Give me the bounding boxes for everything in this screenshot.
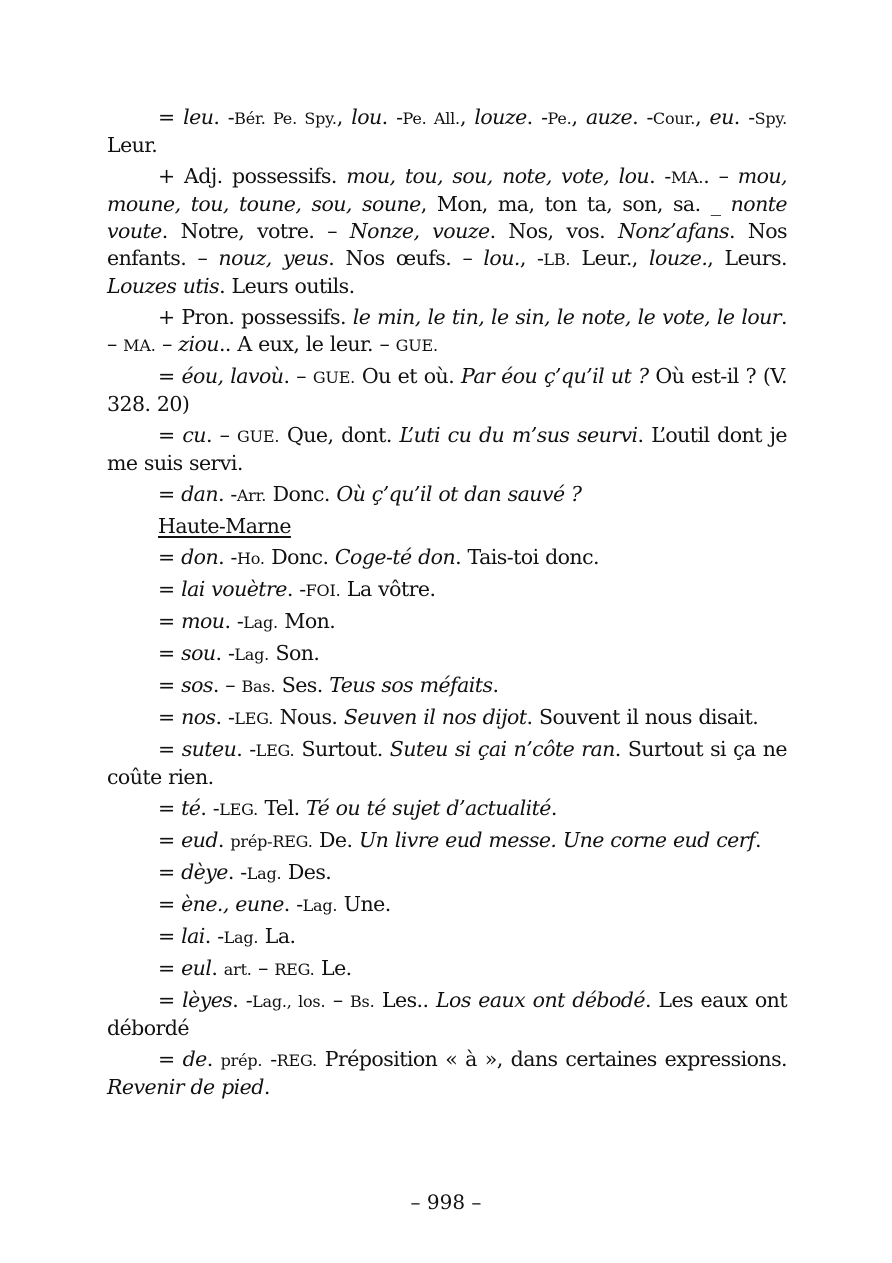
dictionary-entry — [107, 795, 787, 823]
source-abbreviation: FOI. — [305, 581, 341, 600]
dialect-term: Nonze, vouze — [349, 219, 490, 243]
entry-text: , — [571, 105, 586, 129]
entry-text: . - — [213, 105, 235, 129]
source-abbreviation: LEG. — [234, 709, 274, 728]
entry-text: Son. — [269, 641, 320, 665]
dialect-term: éou, lavoù — [181, 364, 284, 388]
dialect-term: lou — [351, 105, 382, 129]
entry-text: = — [158, 705, 182, 729]
dialect-term: louze. — [649, 246, 708, 270]
entry-text: . - — [649, 164, 671, 188]
dialect-term: cu — [182, 423, 206, 447]
source-abbreviation: MA. — [123, 336, 156, 355]
source-abbreviation: Lag. — [302, 896, 338, 915]
entry-text: . Nos, vos. — [489, 219, 618, 243]
dialect-term: L’uti cu du m’sus seurvi — [399, 423, 638, 447]
entry-text: La. — [258, 924, 296, 948]
dictionary-page — [107, 104, 787, 1105]
entry-text: . - — [286, 577, 306, 601]
entry-text: . - — [526, 105, 548, 129]
dialect-term: Nonz’afans — [617, 219, 730, 243]
dialect-term: louze — [474, 105, 527, 129]
entry-text: Le. — [314, 956, 352, 980]
entry-text: = — [158, 545, 182, 569]
entry-text: . - — [200, 796, 220, 820]
entry-text: = — [158, 423, 183, 447]
entry-text: Les.. — [374, 988, 436, 1012]
entry-text: Préposition « à », dans certaines expressions. — [316, 1047, 788, 1071]
dialect-term: Un livre eud messe. Une corne eud cerf — [358, 828, 756, 852]
dictionary-entry — [107, 104, 787, 159]
entry-text: . - — [218, 482, 237, 506]
source-abbreviation: prép-REG. — [230, 832, 313, 851]
entry-text: Leur. — [107, 133, 158, 157]
dialect-term: auze — [585, 105, 633, 129]
dictionary-entry — [107, 304, 787, 359]
dictionary-entry — [107, 955, 787, 983]
dictionary-entry — [107, 987, 787, 1042]
dictionary-entry — [107, 544, 787, 572]
dialect-term: sos — [181, 673, 213, 697]
source-abbreviation: Lag. — [246, 864, 282, 883]
source-abbreviation: Lag., los. — [252, 992, 326, 1011]
entry-text: . - — [218, 545, 237, 569]
entry-text: . — [755, 828, 761, 852]
dialect-term: mou, tou, sou, note, vote, lou — [346, 164, 650, 188]
entry-text: .. A eux, le leur. – — [218, 332, 396, 356]
entry-text: . — [211, 956, 224, 980]
dialect-term: leu — [183, 105, 214, 129]
entry-text: . - — [204, 924, 224, 948]
entry-text: Ou et où. — [355, 364, 462, 388]
entry-text: . – — [703, 164, 738, 188]
source-abbreviation: Cour. — [652, 109, 696, 128]
dialect-term: Seuven il nos dijot — [343, 705, 527, 729]
source-abbreviation: GUE. — [395, 336, 438, 355]
entry-text: Donc. — [266, 482, 337, 506]
entry-text: Que, dont. — [279, 423, 400, 447]
entry-text: . L’outil dont je me suis servi. — [107, 423, 787, 475]
dialect-term: don — [181, 545, 219, 569]
dialect-term: Coge-té don — [334, 545, 456, 569]
dialect-term: Par éou ç’qu’il ut ? — [461, 364, 649, 388]
entry-text: De. — [312, 828, 359, 852]
dictionary-entry — [107, 859, 787, 887]
entry-text: = — [158, 1047, 183, 1071]
entry-text: , Mon, ma, ton ta, son, sa. _ — [420, 192, 731, 216]
entry-text: – — [251, 956, 275, 980]
source-abbreviation: Lag. — [223, 928, 259, 947]
entry-text: = — [158, 364, 182, 388]
entry-text: = — [158, 609, 182, 633]
entry-text: = — [158, 577, 182, 601]
entry-text: + Pron. possessifs. — [158, 305, 353, 329]
source-abbreviation: LEG. — [255, 741, 295, 760]
dictionary-entry — [107, 827, 787, 855]
entry-text: - — [262, 1047, 277, 1071]
dictionary-entry — [107, 422, 787, 477]
section-heading — [107, 513, 787, 540]
entry-text: = — [158, 737, 182, 761]
entry-text: Donc. — [264, 545, 335, 569]
dialect-term: ène., eune — [181, 892, 284, 916]
entry-text: . - — [215, 641, 235, 665]
entry-text: . - — [215, 705, 235, 729]
entry-text: . Souvent il nous disait. — [526, 705, 759, 729]
entry-text: . - — [232, 988, 253, 1012]
dictionary-entry — [107, 576, 787, 604]
entry-text: . — [217, 828, 231, 852]
entry-text: = — [158, 924, 182, 948]
source-abbreviation: Lag. — [243, 613, 278, 632]
entry-text: , — [336, 105, 352, 129]
dialect-term: lou. — [483, 246, 520, 270]
entry-text: Des. — [281, 860, 332, 884]
heading-text: Haute-Marne — [158, 514, 291, 538]
entry-text: Surtout. — [294, 737, 390, 761]
dialect-term: sou — [181, 641, 216, 665]
entry-text: . – — [107, 305, 787, 356]
entry-text: = — [158, 828, 182, 852]
entry-text: . - — [224, 609, 244, 633]
entry-text: – — [155, 332, 179, 356]
source-abbreviation: Pe. — [547, 109, 572, 128]
entry-text: = — [158, 482, 182, 506]
entry-text: , - — [519, 246, 544, 270]
dialect-term: nonte voute — [107, 192, 787, 243]
dialect-term: eul — [181, 956, 212, 980]
entry-text: . - — [381, 105, 403, 129]
entry-text: . – — [205, 423, 238, 447]
dictionary-entry — [107, 672, 787, 700]
entry-text: . - — [733, 105, 755, 129]
page-number: – 998 – — [410, 1190, 482, 1214]
entry-text: = — [158, 892, 182, 916]
entry-text: = — [158, 105, 184, 129]
entry-text: Leur., — [570, 246, 650, 270]
entry-text: = — [158, 988, 183, 1012]
entry-text: . Les eaux ont débordé — [107, 988, 788, 1040]
entry-text: + Adj. possessifs. — [158, 164, 347, 188]
dialect-term: dèye — [181, 860, 228, 884]
entry-text: . — [492, 673, 499, 697]
dialect-term: le min, le tin, le sin, le note, le vote, le lour — [352, 305, 782, 329]
entry-text: . — [206, 1047, 221, 1071]
entry-text: Ses. — [275, 673, 330, 697]
dialect-term: suteu — [181, 737, 237, 761]
source-abbreviation: Arr. — [236, 486, 267, 505]
dialect-term: Où ç’qu’il ot dan sauvé ? — [336, 482, 582, 506]
entry-text: . – — [212, 673, 242, 697]
source-abbreviation: LEG. — [219, 800, 258, 819]
source-abbreviation: art. — [223, 960, 252, 979]
dialect-term: lai vouètre — [181, 577, 287, 601]
dialect-term: Louzes utis — [107, 274, 220, 298]
source-abbreviation: Bs. — [350, 992, 375, 1011]
dictionary-entry — [107, 923, 787, 951]
entry-text: . - — [227, 860, 247, 884]
dictionary-entry — [107, 640, 787, 668]
dialect-term: ziou — [178, 332, 219, 356]
entry-text: . Notre, votre. – — [161, 219, 350, 243]
entry-text: . — [550, 796, 557, 820]
entry-text: . – — [283, 364, 313, 388]
source-abbreviation: REG. — [276, 1051, 317, 1070]
dictionary-entry — [107, 608, 787, 636]
dialect-term: eu — [709, 105, 734, 129]
entry-text: Où est-il ? (V. 328. 20) — [107, 364, 787, 416]
entry-text: = — [158, 956, 182, 980]
entry-text: = — [158, 860, 182, 884]
dictionary-entry — [107, 736, 787, 791]
entry-text: La vôtre. — [340, 577, 436, 601]
source-abbreviation: GUE. — [312, 368, 356, 387]
dialect-term: té — [181, 796, 201, 820]
entry-text: Nous. — [273, 705, 344, 729]
entry-text: . Leurs outils. — [219, 274, 355, 298]
entry-text: , Leurs. — [707, 246, 787, 270]
entry-text: . Nos œufs. – — [328, 246, 484, 270]
dialect-term: dan — [181, 482, 218, 506]
entry-text: = — [158, 673, 182, 697]
source-abbreviation: Lag. — [234, 645, 270, 664]
dictionary-entry — [107, 363, 787, 418]
source-abbreviation: REG. — [274, 960, 315, 979]
entry-text: . — [263, 1075, 270, 1099]
dialect-term: nos — [181, 705, 216, 729]
entry-text: , — [459, 105, 475, 129]
dictionary-entry — [107, 891, 787, 919]
source-abbreviation: GUE. — [237, 427, 280, 446]
dictionary-entry — [107, 163, 787, 300]
entry-text: = — [158, 796, 182, 820]
dialect-term: mou — [181, 609, 225, 633]
entry-text: Une. — [337, 892, 391, 916]
entry-text: . Nos enfants. – — [107, 219, 787, 270]
dictionary-entry — [107, 704, 787, 732]
source-abbreviation: Bér. Pe. Spy. — [234, 109, 337, 128]
entry-text: . Surtout si ça ne coûte rien. — [107, 737, 787, 789]
dictionary-entry — [107, 481, 787, 509]
entry-text: Tel. — [258, 796, 307, 820]
entry-text: . - — [632, 105, 653, 129]
dialect-term: Revenir de pied — [107, 1075, 264, 1099]
dialect-term: Té ou té sujet d’actualité — [306, 796, 551, 820]
source-abbreviation: prép. — [220, 1051, 263, 1070]
dialect-term: lai — [181, 924, 205, 948]
dictionary-entry — [107, 1046, 787, 1101]
entry-text: = — [158, 641, 182, 665]
source-abbreviation: Spy. — [754, 109, 787, 128]
dialect-term: nouz, yeus — [218, 246, 329, 270]
source-abbreviation: Pe. All. — [402, 109, 460, 128]
entry-list — [107, 104, 787, 1101]
dialect-term: Los eaux ont débodé — [435, 988, 645, 1012]
entry-text: . Tais-toi donc. — [455, 545, 599, 569]
source-abbreviation: Bas. — [241, 677, 276, 696]
dialect-term: lèyes — [182, 988, 233, 1012]
entry-text: , — [695, 105, 710, 129]
dialect-term: mou, moune, tou, toune, sou, soune — [107, 164, 787, 216]
source-abbreviation: LB. — [543, 250, 571, 269]
dialect-term: Suteu si çai n’côte ran — [389, 737, 615, 761]
dialect-term: de — [182, 1047, 207, 1071]
dialect-term: eud — [181, 828, 218, 852]
source-abbreviation: MA. — [670, 168, 704, 187]
entry-text: Mon. — [277, 609, 336, 633]
dialect-term: Teus sos méfaits — [329, 673, 493, 697]
entry-text: . - — [283, 892, 303, 916]
entry-text: – — [325, 988, 350, 1012]
entry-text: . - — [236, 737, 256, 761]
source-abbreviation: Ho. — [236, 549, 265, 568]
